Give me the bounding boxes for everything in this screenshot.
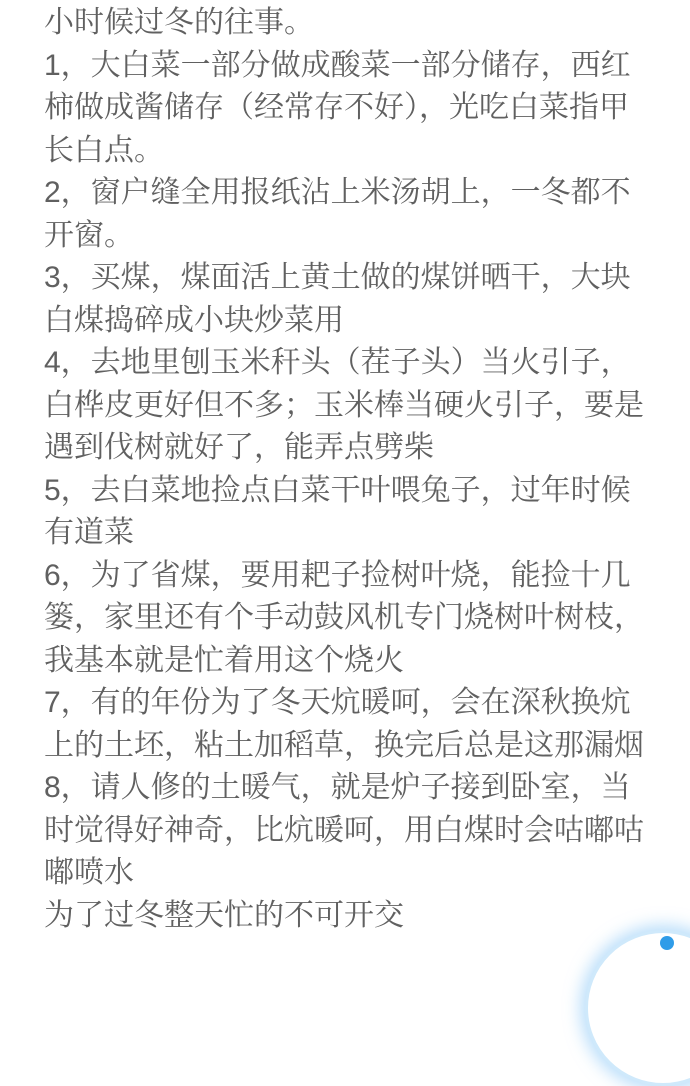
floating-widget-button[interactable] (585, 930, 690, 1086)
post-paragraph: 5，去白菜地捡点白菜干叶喂兔子，过年时候有道菜 (44, 473, 631, 549)
post-paragraph: 8，请人修的土暖气，就是炉子接到卧室，当时觉得好神奇，比炕暖呵，用白煤时会咕嘟咕嘟喷水 (44, 771, 644, 889)
post-paragraph: 7，有的年份为了冬天炕暖呵，会在深秋换炕上的土坯，粘土加稻草，换完后总是这那漏烟 (44, 686, 644, 762)
post-body (44, 2, 656, 937)
post-paragraph: 6，为了省煤，要用耙子捡树叶烧，能捡十几篓，家里还有个手动鼓风机专门烧树叶树枝，我基本就是忙着用这个烧火 (44, 558, 644, 677)
blue-dot-icon (660, 936, 674, 950)
post-title: 小时候过冬的往事。 (44, 6, 314, 39)
post-paragraph: 2，窗户缝全用报纸沾上米汤胡上，一冬都不开窗。 (44, 176, 631, 252)
post-paragraph: 4，去地里刨玉米秆头（茬子头）当火引子，白桦皮更好但不多；玉米棒当硬火引子，要是遇到伐树就好了，能弄点劈柴 (44, 346, 644, 464)
post-paragraph: 为了过冬整天忙的不可开交 (44, 898, 404, 932)
post-paragraph: 3，买煤，煤面活上黄土做的煤饼晒干，大块白煤捣碎成小块炒菜用 (44, 261, 631, 337)
post-paragraph: 1，大白菜一部分做成酸菜一部分储存，西红柿做成酱储存（经常存不好），光吃白菜指甲长白点。 (44, 48, 631, 167)
